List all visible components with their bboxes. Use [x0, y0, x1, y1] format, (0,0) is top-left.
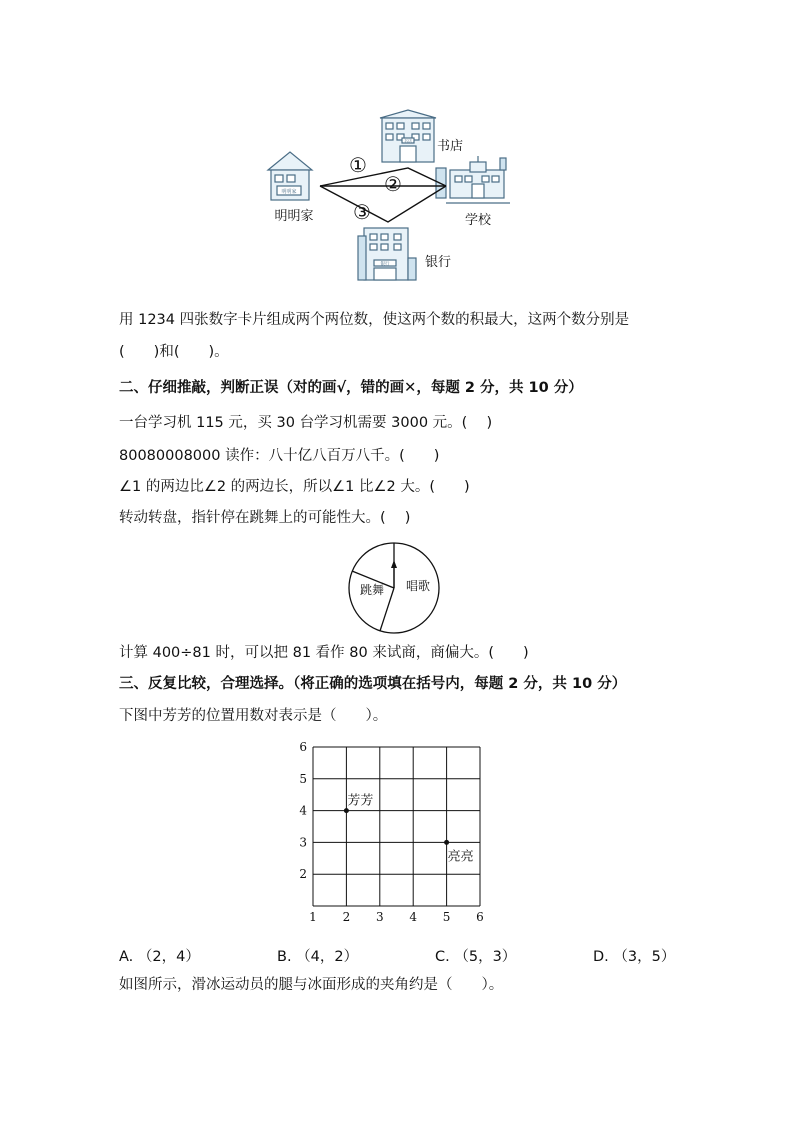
bookstore-label: 书店 — [436, 139, 464, 154]
school-label: 学校 — [464, 213, 492, 228]
section2-title: 二、仔细推敲，判断正误（对的画√，错的画✕，每题 2 分，共 10 分） — [119, 380, 583, 396]
route-map-figure — [260, 108, 520, 288]
bank-label: 银行 — [424, 255, 452, 270]
school-building-icon — [436, 156, 510, 203]
option-d[interactable]: D. （3，5） — [593, 949, 676, 965]
x-tick-label: 2 — [342, 910, 351, 924]
y-tick-label: 5 — [299, 771, 307, 786]
route-3-label: ③ — [353, 200, 371, 224]
question-digit-cards: 用 1234 四张数字卡片组成两个两位数，使这两个数的积最大，这两个数分别是 — [119, 312, 630, 328]
spinner-sector-sing: 唱歌 — [405, 579, 431, 593]
grid-point-label: 芳芳 — [347, 793, 374, 809]
grid-point — [344, 808, 349, 813]
judge-item-3: ∠1 的两边比∠2 的两边长，所以∠1 比∠2 大。( ) — [119, 479, 470, 495]
choice-question-2: 如图所示，滑冰运动员的腿与冰面形成的夹角约是（ ）。 — [119, 977, 504, 993]
route-2-label: ② — [384, 172, 402, 196]
option-c[interactable]: C. （5，3） — [435, 949, 517, 965]
x-tick-label: 5 — [442, 910, 451, 924]
bookstore-building-icon — [380, 110, 436, 162]
route-lines — [320, 168, 446, 222]
bookstore-sign: 书店 — [404, 138, 412, 144]
x-tick-label: 6 — [476, 910, 484, 924]
judge-item-5: 计算 400÷81 时，可以把 81 看作 80 来试商，商偏大。( ) — [119, 645, 529, 661]
grid-point — [444, 840, 449, 845]
y-tick-label: 2 — [299, 867, 307, 882]
spinner-sector-dance: 跳舞 — [359, 583, 385, 597]
x-tick-label: 4 — [409, 910, 418, 924]
x-tick-label: 1 — [309, 910, 317, 924]
y-tick-label: 4 — [299, 803, 307, 818]
coordinate-grid — [296, 736, 496, 932]
bank-sign: 银行 — [380, 262, 390, 267]
grid-point-label: 亮亮 — [447, 849, 474, 865]
judge-item-1: 一台学习机 115 元，买 30 台学习机需要 3000 元。( ) — [119, 415, 493, 431]
choice-question-1: 下图中芳芳的位置用数对表示是（ ）。 — [119, 708, 388, 724]
section3-title: 三、反复比较，合理选择。（将正确的选项填在括号内，每题 2 分，共 10 分） — [119, 676, 627, 692]
option-a[interactable]: A. （2，4） — [119, 949, 200, 965]
option-b[interactable]: B. （4，2） — [277, 949, 359, 965]
spinner-pointer-arrow-icon — [391, 560, 397, 568]
x-tick-label: 3 — [375, 910, 384, 924]
bank-building-icon — [358, 228, 416, 280]
judge-item-2: 80080008000 读作：八十亿八百万八千。( ) — [119, 448, 440, 464]
judge-item-4: 转动转盘，指针停在跳舞上的可能性大。( ) — [119, 510, 411, 526]
home-sign: 明明家 — [281, 189, 297, 195]
route-1-label: ① — [349, 153, 367, 177]
spinner-figure — [346, 540, 442, 636]
y-tick-label: 3 — [299, 835, 307, 850]
y-tick-label: 6 — [299, 740, 307, 754]
question-digit-cards-blank: ( )和( )。 — [119, 344, 229, 360]
home-label: 明明家 — [274, 209, 314, 224]
